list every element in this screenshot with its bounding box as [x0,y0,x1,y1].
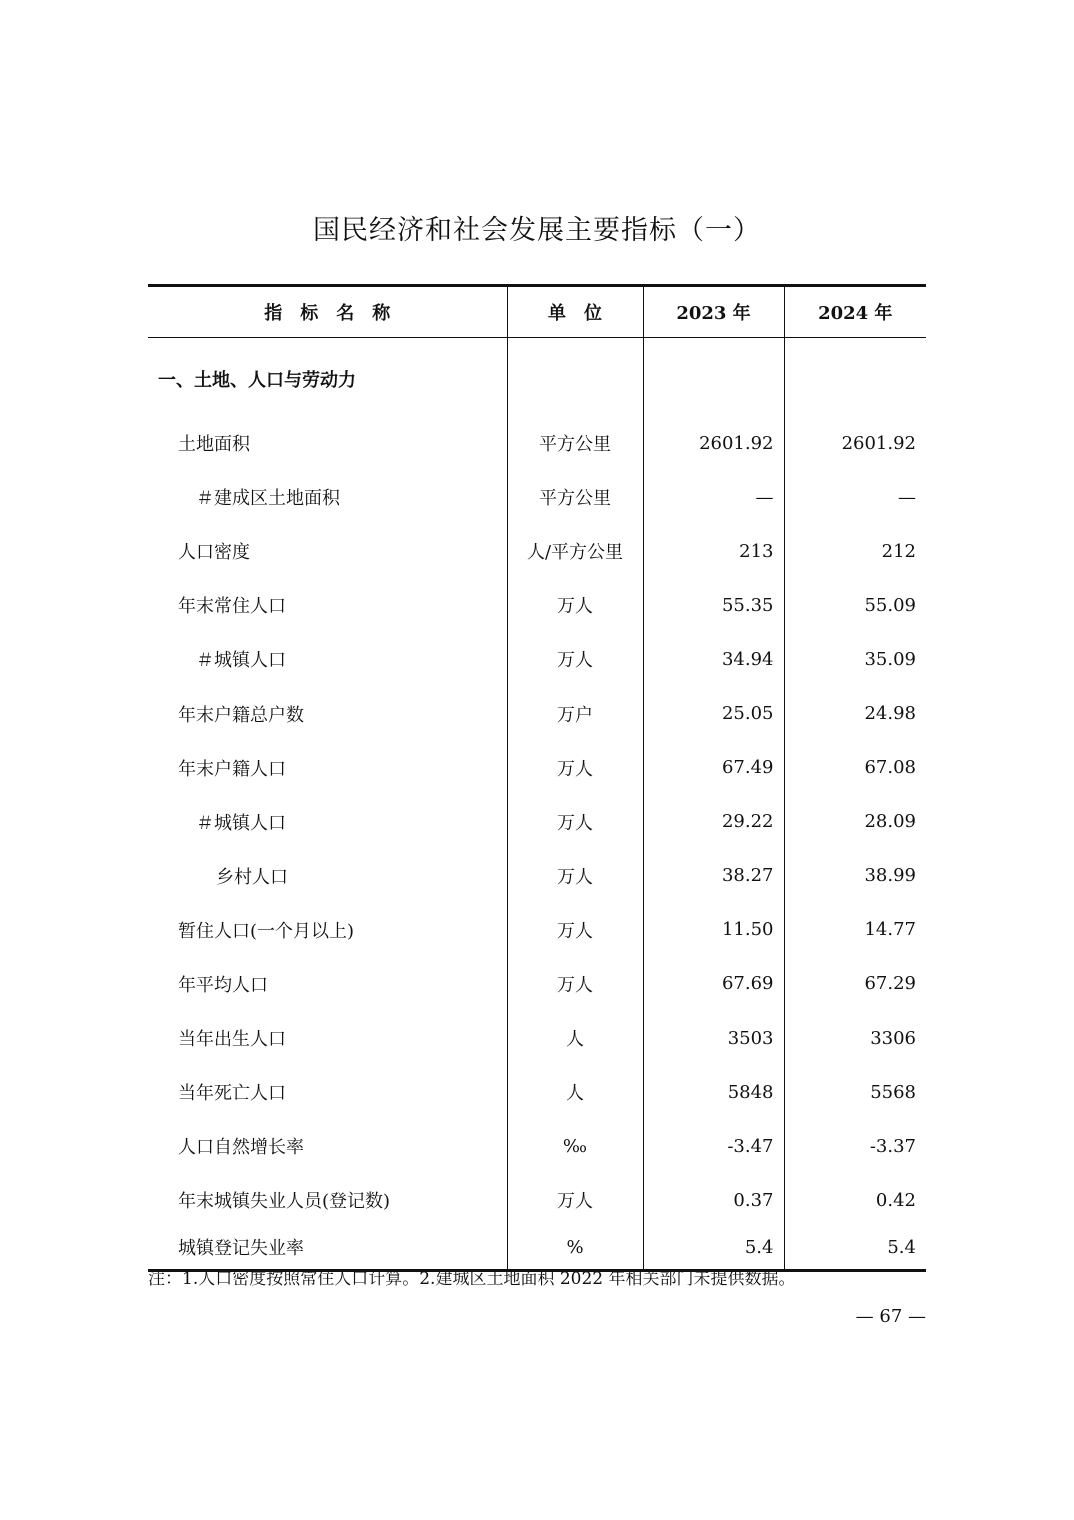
unit-cell: 人 [507,1065,643,1119]
value-2024: 38.99 [784,849,926,903]
indicator-name: 年末户籍总户数 [178,704,304,726]
unit-cell: 人/平方公里 [507,524,643,578]
value-2024: 3306 [784,1011,926,1065]
unit-cell: 万人 [507,578,643,632]
value-2023: 38.27 [643,849,784,903]
table-row [148,632,926,686]
table-footnote: 注：1.人口密度按照常住人口计算。2.建城区土地面积 2022 年相关部门未提供数据。 [148,1269,796,1289]
unit-cell: 万人 [507,741,643,795]
value-2023: 25.05 [643,686,784,740]
unit-cell: ‰ [507,1119,643,1173]
unit-cell: 平方公里 [507,416,643,470]
value-2023: -3.47 [643,1119,784,1173]
value-2023: 5848 [643,1065,784,1119]
indicator-name: 城镇登记失业率 [148,1227,507,1271]
indicator-name: 人口密度 [178,542,250,564]
page-title: 国民经济和社会发展主要指标（一） [313,215,761,246]
value-2024: — [784,470,926,524]
indicator-name: 土地面积 [178,434,250,456]
value-2023: 55.35 [643,578,784,632]
table-row [148,1011,926,1065]
table-row [148,795,926,849]
indicator-name: 年末常住人口 [178,596,286,618]
value-2023: 3503 [643,1011,784,1065]
unit-cell: 万人 [507,632,643,686]
unit-cell: % [507,1227,643,1271]
table-row [148,1173,926,1227]
value-2023: — [643,470,784,524]
value-2023: 67.49 [643,741,784,795]
value-2023: 11.50 [643,903,784,957]
value-2024: 212 [784,524,926,578]
header-unit: 单 位 [507,286,643,338]
unit-cell: 万人 [507,1173,643,1227]
header-indicator-name: 指 标 名 称 [148,286,507,338]
value-2024 [784,338,926,417]
table-row [148,416,926,470]
indicator-name: 年末城镇失业人员(登记数) [178,1191,391,1213]
table-row [148,849,926,903]
table-row [148,578,926,632]
value-2023: 2601.92 [643,416,784,470]
table-row [148,741,926,795]
unit-cell: 万户 [507,686,643,740]
value-2024: -3.37 [784,1119,926,1173]
table-row [148,338,926,417]
value-2024: 55.09 [784,578,926,632]
value-2023: 0.37 [643,1173,784,1227]
indicator-name: 人口自然增长率 [178,1137,304,1159]
indicator-name: ＃城镇人口 [196,812,286,834]
unit-cell: 万人 [507,849,643,903]
table-row [148,1065,926,1119]
table-row [148,903,926,957]
indicator-name: 乡村人口 [216,866,288,888]
value-2023: 67.69 [643,957,784,1011]
table-row [148,957,926,1011]
unit-cell: 万人 [507,957,643,1011]
value-2023: 29.22 [643,795,784,849]
unit-cell [507,338,643,417]
value-2024: 67.29 [784,957,926,1011]
table-row [148,1119,926,1173]
header-2024: 2024 年 [784,286,926,338]
table-header-row [148,286,926,338]
value-2024: 24.98 [784,686,926,740]
value-2023 [643,338,784,417]
indicator-table [148,284,926,1272]
value-2024: 5.4 [784,1227,926,1271]
page-number: — 67 — [855,1306,926,1327]
table-row [148,686,926,740]
table-row [148,470,926,524]
indicator-name: 年末户籍人口 [178,758,286,780]
value-2024: 0.42 [784,1173,926,1227]
indicator-name: ＃城镇人口 [196,650,286,672]
unit-cell: 万人 [507,903,643,957]
table-row [148,524,926,578]
value-2024: 2601.92 [784,416,926,470]
value-2024: 35.09 [784,632,926,686]
indicator-name: 当年死亡人口 [178,1083,286,1105]
section-heading: 一、土地、人口与劳动力 [158,370,356,391]
value-2023: 213 [643,524,784,578]
indicator-name: 暂住人口(一个月以上) [178,920,355,942]
unit-cell: 平方公里 [507,470,643,524]
indicator-name: 年平均人口 [178,974,268,996]
header-2023: 2023 年 [643,286,784,338]
value-2024: 67.08 [784,741,926,795]
value-2023: 34.94 [643,632,784,686]
value-2024: 5568 [784,1065,926,1119]
indicator-name: 当年出生人口 [178,1029,286,1051]
value-2024: 28.09 [784,795,926,849]
unit-cell: 万人 [507,795,643,849]
value-2023: 5.4 [643,1227,784,1271]
indicator-name: ＃建成区土地面积 [196,488,340,510]
unit-cell: 人 [507,1011,643,1065]
value-2024: 14.77 [784,903,926,957]
